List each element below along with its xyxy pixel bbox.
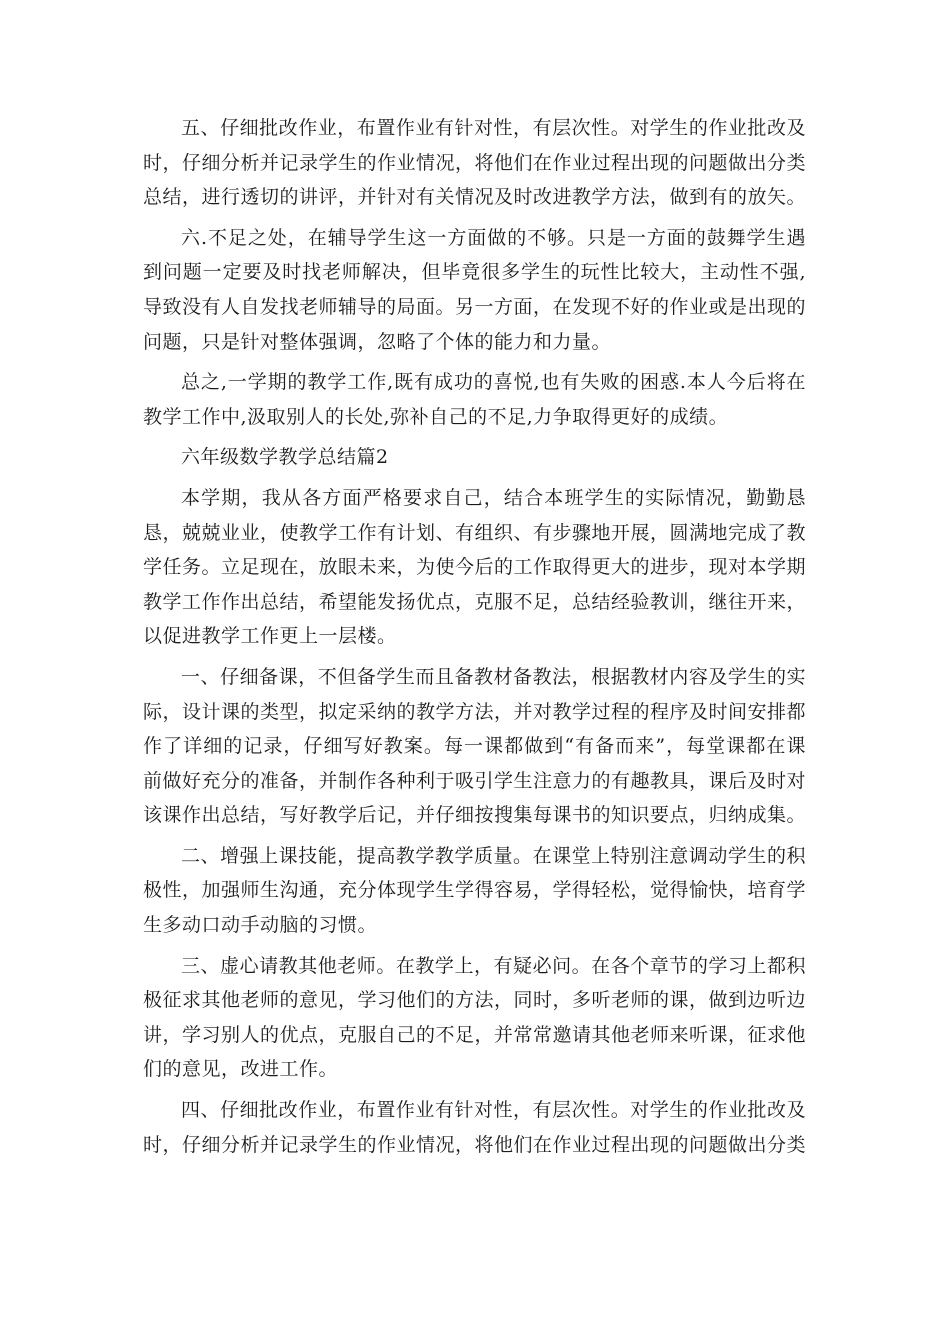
paragraph-intro: 本学期，我从各方面严格要求自己，结合本班学生的实际情况，勤勤恳恳，兢兢业业，使教学工作有计划、有组织、有步骤地开展，圆满地完成了教学任务。立足现在，放眼未来，为使今后的工作取得更大的进步，现对本学期教学工作作出总结，希望能发扬优点，克服不足，总结经验教训，继往开来，以促进教学工作更上一层楼。 — [143, 486, 807, 648]
paragraph-conclusion: 总之,一学期的教学工作,既有成功的喜悦,也有失败的困惑.本人今后将在教学工作中,汲取别人的长处,弥补自己的不足,力争取得更好的成绩。 — [143, 371, 806, 428]
section-heading: 六年级数学教学总结篇2 — [181, 446, 389, 469]
document-page — [143, 111, 806, 1168]
paragraph-class-skills: 二、增强上课技能，提高教学教学质量。在课堂上特别注意调动学生的积极性，加强师生沟通，充分体现学生学得容易，学得轻松，觉得愉快，培育学生多动口动手动脑的习惯。 — [143, 844, 807, 937]
paragraph-grading: 四、仔细批改作业，布置作业有针对性，有层次性。对学生的作业批改及时，仔细分析并记录学生的作业情况，将他们在作业过程出现的问题做出分类 — [143, 1099, 807, 1156]
paragraph-lesson-prep: 一、仔细备课，不但备学生而且备教材备教法，根据教材内容及学生的实际，设计课的类型，拟定采纳的教学方法，并对教学过程的程序及时间安排都作了详细的记录，仔细写好教案。每一课都做到“有备而来”，每堂课都在课前做好充分的准备，并制作各种利于吸引学生注意力的有趣教具，课后及时对该课作出总结，写好教学后记，并仔细按搜集每课书的知识要点，归纳成集。 — [143, 665, 807, 827]
paragraph-consult-teachers: 三、虚心请教其他老师。在教学上，有疑必问。在各个章节的学习上都积极征求其他老师的意见，学习他们的方法，同时，多听老师的课，做到边听边讲，学习别人的优点，克服自己的不足，并常常邀请其他老师来听课，征求他们的意见，改进工作。 — [143, 954, 807, 1081]
paragraph-shortcomings: 六.不足之处，在辅导学生这一方面做的不够。只是一方面的鼓舞学生遇到问题一定要及时找老师解决，但毕竟很多学生的玩性比较大，主动性不强,导致没有人自发找老师辅导的局面。另一方面，在发现不好的作业或是出现的问题，只是针对整体强调，忽略了个体的能力和力量。 — [143, 226, 807, 353]
paragraph-homework: 五、仔细批改作业，布置作业有针对性，有层次性。对学生的作业批改及时，仔细分析并记录学生的作业情况，将他们在作业过程出现的问题做出分类总结，进行透切的讲评，并针对有关情况及时改进教学方法，做到有的放矢。 — [143, 117, 807, 209]
